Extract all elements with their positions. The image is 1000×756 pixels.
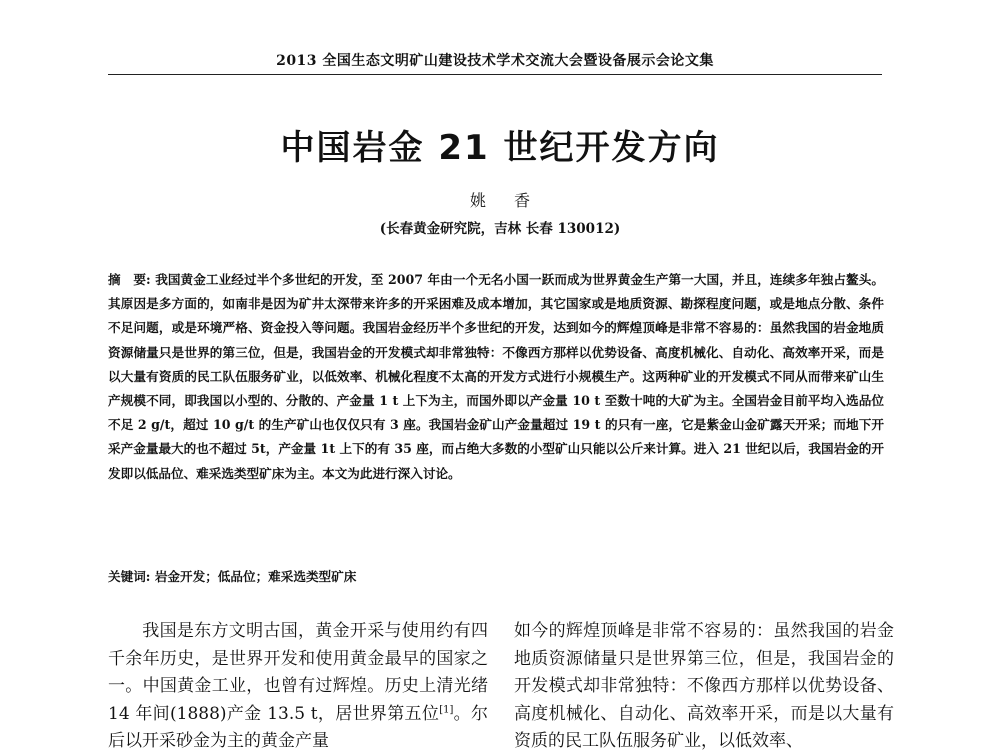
citation-ref[interactable]: [1] bbox=[439, 703, 454, 715]
left-column-text: 我国是东方文明古国，黄金开采与使用约有四千余年历史，是世界开发和使用黄金最早的国家之一。中国黄金工业，也曾有过辉煌。历史上清光绪 14 年间(1888)产金 13.5 t，居世界第五位 bbox=[108, 621, 488, 724]
author-name: 姚香 bbox=[469, 191, 558, 210]
abstract-label: 摘 要: bbox=[108, 272, 151, 287]
header-rule bbox=[108, 74, 882, 75]
right-column-text: 如今的辉煌顶峰是非常不容易的：虽然我国的岩金地质资源储量只是世界第三位，但是，我国岩金的开发模式却非常独特：不像西方那样以优势设备、高度机械化、自动化、高效率开采，而是以大量有资质的民工队伍服务矿业，以低效率、 bbox=[514, 621, 894, 751]
paper-title: 中国岩金 21 世纪开发方向 bbox=[280, 128, 720, 168]
running-header: 2013 全国生态文明矿山建设技术学术交流大会暨设备展示会论文集 bbox=[276, 53, 714, 69]
abstract-text: 我国黄金工业经过半个多世纪的开发，至 2007 年由一个无名小国一跃而成为世界黄金生产第一大国，并且，连续多年独占鳌头。其原因是多方面的，如南非是因为矿井太深带来许多的开采困难及成本增加，其它国家或是地质资源、勘探程度问题，或是地点分散、条件不足问题，或是环境严格、资金投入等问题。我国岩金经历半个多世纪的开发，达到如今的辉煌顶峰是非常不容易的：虽然我国的岩金地质资源储量只是世界的第三位，但是，我国岩金的开发模式却非常独特：不像西方那样以优势设备、高度机械化、自动化、高效率开采，而是以大量有资质的民工队伍服务矿业，以低效率、机械化程度不太高的开发方式进行小规模生产。这两种矿业的开发模式不同从而带来矿山生产规模不同，即我国以小型的、分散的、产金量 1 t 上下为主，而国外即以产金量 10 t 至数十吨的大矿为主。全国岩金目前平均入选品位不足 2 g/t，超过 10 g/t 的生产矿山也仅仅只有 3 座。我国岩金矿山产金量超过 19 t 的只有一座，它是紫金山金矿露天开采；而地下开采产金量最大的也不超过 5t，产金量 1t 上下的有 35 座，而占绝大多数的小型矿山只能以公斤来计算。进入 21 世纪以后，我国岩金的开发即以低品位、难采选类型矿床为主。本文为此进行深入讨论。 bbox=[108, 272, 884, 481]
keywords-label: 关键词: bbox=[108, 569, 151, 584]
keywords-text: 岩金开发；低品位；难采选类型矿床 bbox=[154, 569, 357, 584]
body-right-column bbox=[514, 618, 894, 756]
keywords bbox=[108, 566, 884, 585]
left-column-tail: 。尔后以开采砂金为主的黄金产量 bbox=[108, 703, 488, 751]
author-affiliation: (长春黄金研究院，吉林 长春 130012) bbox=[379, 221, 621, 237]
body-left-column bbox=[108, 618, 488, 756]
abstract bbox=[108, 268, 884, 486]
